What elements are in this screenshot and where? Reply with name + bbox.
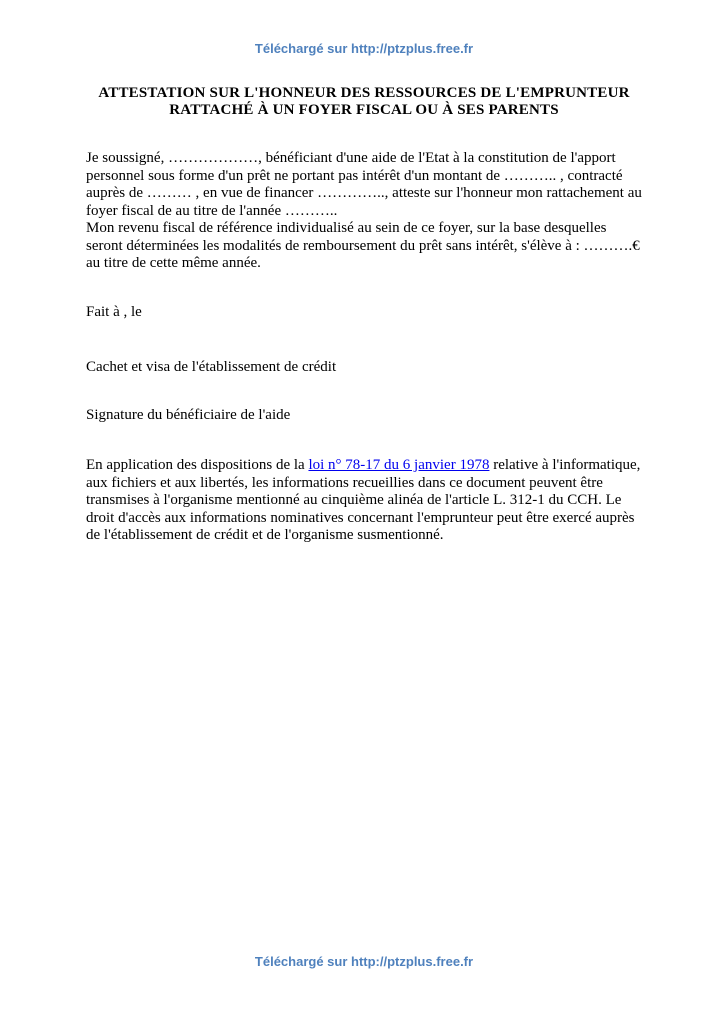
law-link[interactable]: loi n° 78-17 du 6 janvier 1978 — [308, 457, 490, 473]
revenu-paragraph: Mon revenu fiscal de référence individualisé au sein de ce foyer, sur la base desquelles seront déterminées les modalités de remboursement du prêt sans intérêt, s'élève à : ……….€ au titre de cette même année. — [86, 220, 640, 271]
cachet-visa-line: Cachet et visa de l'établissement de crédit — [86, 359, 337, 375]
body-text — [86, 150, 644, 273]
title-line-1: ATTESTATION SUR L'HONNEUR DES RESSOURCES DE L'EMPRUNTEUR — [98, 85, 630, 101]
document-title — [40, 85, 688, 119]
fait-a-le-line: Fait à , le — [86, 304, 142, 320]
intro-paragraph: Je soussigné, ………………, bénéficiant d'une aide de l'Etat à la constitution de l'apport personnel sous forme d'un prêt ne portant pas intérêt d'un montant de ……….. , contracté auprès de ……… , en vue de financer ………….., atteste sur l'honneur mon rattachement au foyer fiscal de au titre de l'année ……….. — [86, 150, 642, 219]
download-note-top: Téléchargé sur http://ptzplus.free.fr — [254, 41, 474, 56]
download-note-bottom: Téléchargé sur http://ptzplus.free.fr — [254, 954, 474, 969]
legal-paragraph — [86, 457, 644, 545]
legal-paragraph-text — [86, 457, 644, 545]
signature-beneficiaire-line: Signature du bénéficiaire de l'aide — [86, 407, 291, 423]
legal-text-after-link: relative à l'informatique, aux fichiers et aux libertés, les informations recueillies dans ce document peuvent être transmises à l'organisme mentionné au cinquième alinéa de l'article L. 312-1 du CCH. Le droit d'accès aux informations nominatives concernant l'emprunteur peut être exercé auprès de l'établissement de crédit et de l'organisme susmentionné. — [86, 457, 641, 543]
title-line-2: RATTACHÉ À UN FOYER FISCAL OU À SES PARENTS — [169, 102, 559, 118]
legal-text-before-link: En application des dispositions de la — [86, 457, 309, 473]
